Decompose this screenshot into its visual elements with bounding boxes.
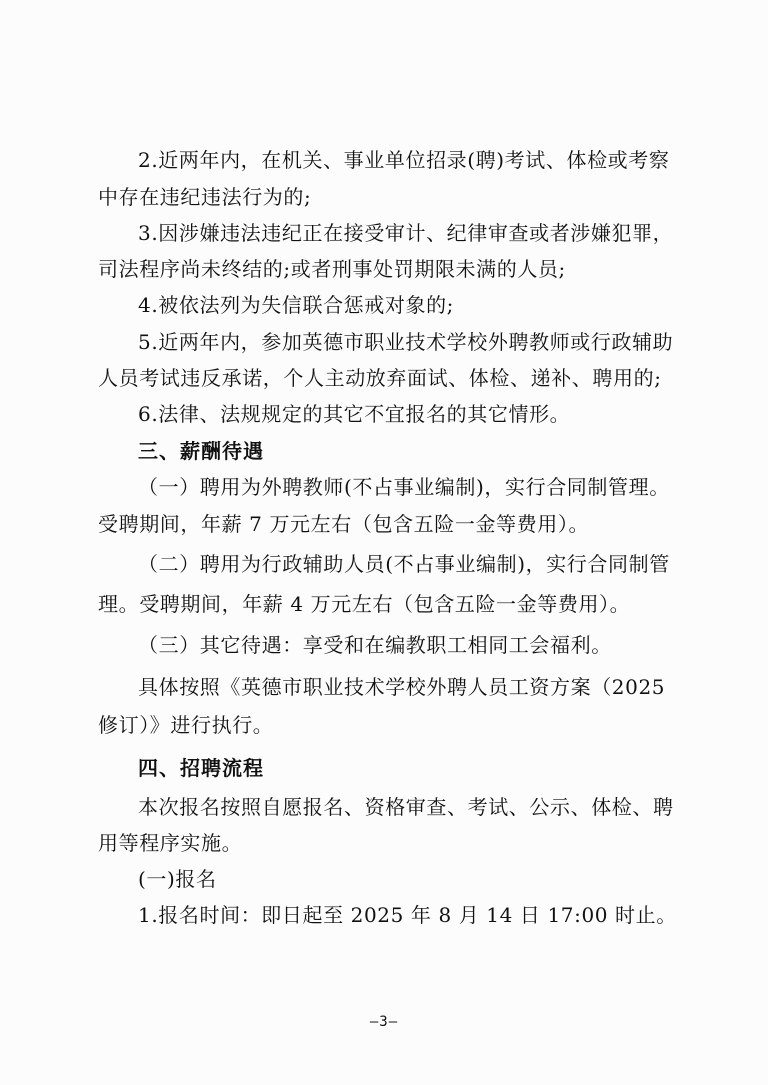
section-heading-salary [0, 438, 768, 464]
paragraph-item-5 [0, 329, 768, 355]
heading-text: 三、薪酬待遇 [138, 439, 264, 463]
page-number: —3— [369, 1014, 399, 1030]
text-line: （二）聘用为行政辅助人员(不占事业编制)，实行合同制管 [138, 552, 670, 576]
text-line: 受聘期间，年薪 7 万元左右（包含五险一金等费用）。 [98, 512, 590, 536]
paragraph-salary-2-cont [0, 591, 768, 617]
paragraph-item-6 [0, 401, 768, 427]
text-line: 人员考试违反承诺，个人主动放弃面试、体检、递补、聘用的; [98, 366, 662, 390]
paragraph-salary-4-cont [0, 712, 768, 738]
text-line: 具体按照《英德市职业技术学校外聘人员工资方案（2025 [138, 675, 666, 699]
subsection-heading-registration [0, 866, 768, 892]
text-line: （三）其它待遇：享受和在编教职工相同工会福利。 [138, 633, 612, 657]
paragraph-item-3 [0, 220, 768, 246]
text-line: 理。受聘期间，年薪 4 万元左右（包含五险一金等费用）。 [98, 592, 631, 616]
text-line: 修订）》进行执行。 [98, 713, 274, 737]
text-line: 本次报名按照自愿报名、资格审查、考试、公示、体检、聘 [138, 795, 674, 819]
paragraph-salary-2 [0, 551, 768, 577]
text-line: 6.法律、法规规定的其它不宜报名的其它情形。 [138, 402, 571, 426]
text-line: 用等程序实施。 [98, 831, 243, 855]
paragraph-registration-time [0, 902, 768, 928]
paragraph-salary-1-cont [0, 511, 768, 537]
paragraph-item-2-cont [0, 184, 768, 210]
paragraph-item-5-cont [0, 365, 768, 391]
text-line: 3.因涉嫌违法违纪正在接受审计、纪律审查或者涉嫌犯罪， [138, 221, 674, 245]
text-line: （一）聘用为外聘教师(不占事业编制)，实行合同制管理。 [138, 475, 670, 499]
paragraph-process-intro-cont [0, 830, 768, 856]
paragraph-salary-3 [0, 632, 768, 658]
text-line: 司法程序尚未终结的;或者刑事处罚期限未满的人员; [98, 257, 566, 281]
section-heading-process [0, 755, 768, 781]
paragraph-item-2 [0, 147, 768, 173]
text-line: 5.近两年内，参加英德市职业技术学校外聘教师或行政辅助 [138, 330, 674, 354]
subheading-text: (一)报名 [138, 867, 217, 891]
text-line: 4.被依法列为失信联合惩戒对象的; [138, 293, 455, 317]
text-line: 中存在违纪违法行为的; [98, 185, 312, 209]
paragraph-item-3-cont [0, 256, 768, 282]
paragraph-salary-1 [0, 474, 768, 500]
text-line: 1.报名时间：即日起至 2025 年 8 月 14 日 17:00 时止。 [138, 903, 677, 927]
paragraph-salary-4 [0, 674, 768, 700]
paragraph-process-intro [0, 794, 768, 820]
paragraph-item-4 [0, 292, 768, 318]
text-line: 2.近两年内，在机关、事业单位招录(聘)考试、体检或考察 [138, 148, 670, 172]
heading-text: 四、招聘流程 [138, 756, 264, 780]
